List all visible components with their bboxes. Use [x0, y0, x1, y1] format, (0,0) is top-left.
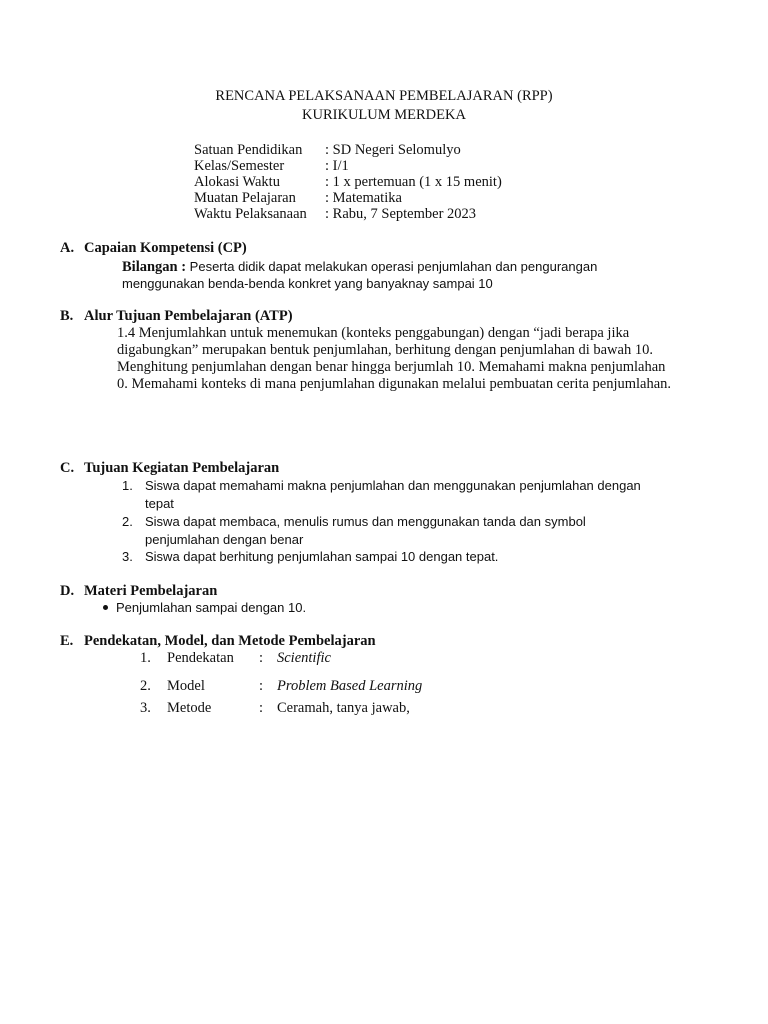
bullet-icon	[103, 605, 108, 610]
method-value	[277, 650, 331, 667]
identity-label: Kelas/Semester	[194, 158, 285, 174]
method-colon: :	[259, 650, 264, 666]
method-colon: :	[259, 700, 264, 716]
identity-label: Waktu Pelaksanaan	[194, 206, 307, 222]
identity-label: Muatan Pelajaran	[194, 190, 296, 206]
list-item: Siswa dapat berhitung penjumlahan sampai 10 dengan tepat.	[145, 549, 499, 564]
identity-value: : Rabu, 7 September 2023	[325, 206, 477, 222]
atp-line: digabungkan” merupakan bentuk penjumlahan, berhitung dengan penjumlahan di bawah 10.	[117, 342, 653, 358]
method-colon: :	[259, 678, 264, 694]
list-number: 1.	[140, 650, 151, 666]
section-title: Materi Pembelajaran	[84, 583, 218, 599]
list-item-continuation: penjumlahan dengan benar	[145, 532, 304, 547]
section-title: Tujuan Kegiatan Pembelajaran	[84, 460, 280, 476]
atp-line: 1.4 Menjumlahkan untuk menemukan (konteks penggabungan) dengan “jadi berapa jika	[117, 325, 630, 341]
list-item: Siswa dapat memahami makna penjumlahan dan menggunakan penjumlahan dengan	[145, 478, 641, 493]
identity-value: : SD Negeri Selomulyo	[325, 142, 461, 158]
method-value	[277, 678, 422, 695]
cp-bold-label: Bilangan :	[122, 259, 187, 275]
list-number: 2.	[140, 678, 151, 694]
section-letter: E.	[60, 633, 74, 649]
list-number: 3.	[140, 700, 151, 716]
section-letter: D.	[60, 583, 75, 599]
method-value-italic: Scientific	[277, 650, 331, 666]
method-label: Pendekatan	[167, 650, 234, 666]
list-number: 1.	[122, 478, 133, 493]
identity-value: : I/1	[325, 158, 349, 174]
document-title: RENCANA PELAKSANAAN PEMBELAJARAN (RPP)	[215, 88, 553, 104]
list-item: Siswa dapat membaca, menulis rumus dan menggunakan tanda dan symbol	[145, 514, 586, 529]
identity-value: : Matematika	[325, 190, 402, 206]
section-letter: C.	[60, 460, 75, 476]
list-item: Penjumlahan sampai dengan 10.	[116, 600, 307, 615]
list-number: 2.	[122, 514, 133, 529]
method-label: Model	[167, 678, 205, 694]
cp-line-2: menggunakan benda-benda konkret yang banyaknay sampai 10	[122, 276, 493, 291]
identity-value: : 1 x pertemuan (1 x 15 menit)	[325, 174, 502, 190]
atp-line: 0. Memahami konteks di mana penjumlahan digunakan melalui pembuatan cerita penjumlahan.	[117, 376, 672, 392]
method-value-italic: Problem Based Learning	[277, 678, 423, 694]
section-letter: A.	[60, 240, 75, 256]
section-letter: B.	[60, 308, 74, 324]
section-title: Pendekatan, Model, dan Metode Pembelajaran	[84, 633, 376, 649]
section-title: Alur Tujuan Pembelajaran (ATP)	[84, 308, 293, 324]
document-subtitle: KURIKULUM MERDEKA	[302, 107, 466, 123]
cp-line-1	[122, 258, 597, 276]
atp-line: Menghitung penjumlahan dengan benar hingga berjumlah 10. Memahami makna penjumlahan	[117, 359, 666, 375]
method-label: Metode	[167, 700, 212, 716]
list-item-continuation: tepat	[145, 496, 174, 511]
cp-text: Peserta didik dapat melakukan operasi penjumlahan dan pengurangan	[186, 259, 598, 274]
list-number: 3.	[122, 549, 133, 564]
identity-label: Alokasi Waktu	[194, 174, 280, 190]
method-value: Ceramah, tanya jawab,	[277, 700, 410, 716]
identity-label: Satuan Pendidikan	[194, 142, 303, 158]
section-title: Capaian Kompetensi (CP)	[84, 240, 247, 256]
